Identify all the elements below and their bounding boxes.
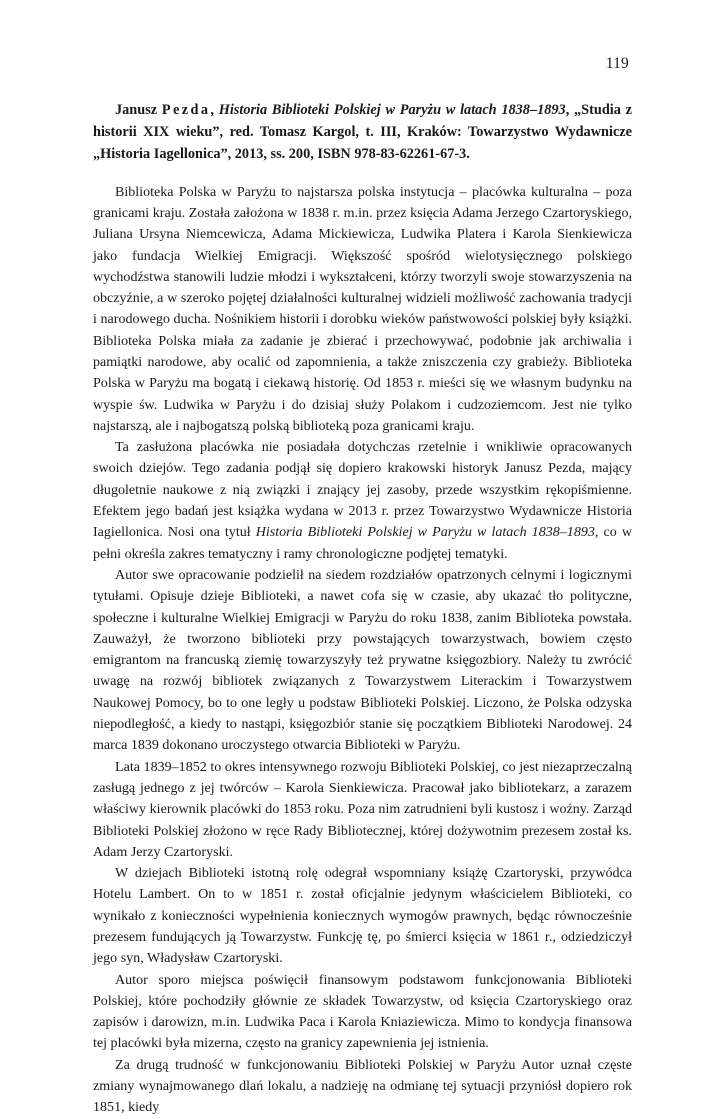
- review-author-last-name: Pezda: [161, 102, 211, 118]
- review-bibliographic-header: [93, 99, 632, 166]
- body-paragraph-1: Biblioteka Polska w Paryżu to najstarsza polska instytucja – placówka kulturalna – poza granicami kraju. Została założona w 1838 r. m.in. przez księcia Adama Jerzego Czartoryskiego, Juliana Ursyna Niemcewicza, Adama Mickiewicza, Ludwika Platera i Karola Sienkiewicza jako fundacja Wielkiej Emigracji. Większość spośród wielotysięcznego polskiego wychodźstwa stanowili ludzie młodzi i wykształceni, którzy tworzyli swoje stowarzyszenia na obczyźnie, a w szeroko pojętej działalności kulturalnej widzieli możliwość zachowania tradycji i narodowego ducha. Nośnikiem historii i dorobku wieków państwowości polskiej były książki. Biblioteka Polska miała za zadanie je zbierać i przechowywać, podobnie jak archiwalia i pamiątki narodowe, aby ocalić od zapomnienia, a także zniszczenia czy grabieży. Biblioteka Polska w Paryżu ma bogatą i ciekawą historię. Od 1853 r. mieści się we własnym budynku na wyspie św. Ludwika w Paryżu i do dzisiaj służy Polakom i cudzoziemcom. Jest nie tylko najstarszą, ale i najbogatszą polską biblioteką poza granicami kraju.: [93, 183, 632, 434]
- body-paragraph-2: [93, 437, 632, 565]
- paragraph-2-text-before: Ta zasłużona placówka nie posiadała dotychczas rzetelnie i wnikliwie opracowanych swoich dziejów. Tego zadania podjął się dopiero krakowski historyk Janusz Pezda, mający długoletnie naukowe z nią związki i znający jej zasoby, przede wszystkim rękopiśmienne. Efektem jego badań jest książka wydana w 2013 r. przez Towarzystwo Wydawnicze Historia Iagiellonica. Nosi ona tytuł: [93, 439, 632, 541]
- body-paragraph-4: Lata 1839–1852 to okres intensywnego rozwoju Biblioteki Polskiej, co jest niezaprzeczalną zasługą jednego z jej twórców – Karola Sienkiewicza. Pracował jako bibliotekarz, a zarazem właściwy kierownik placówki do 1853 roku. Poza nim zatrudnieni byli kustosz i woźny. Zarząd Biblioteki Polskiej złożono w ręce Rady Bibliotecznej, której dożywotnim prezesem został ks. Adam Jerzy Czartoryski.: [93, 758, 632, 860]
- page-number: 119: [605, 55, 629, 72]
- review-author-first-name: Janusz: [115, 102, 158, 118]
- body-paragraph-3: Autor swe opracowanie podzielił na siedem rozdziałów opatrzonych celnymi i logicznymi tytułami. Opisuje dzieje Biblioteki, a nawet cofa się w czasie, aby ukazać tło polityczne, społeczne i kulturalne Wielkiej Emigracji w Paryżu do roku 1838, zanim Biblioteka powstała. Zauważył, że tworzono biblioteki przy powstających towarzystwach, bowiem często emigrantom na francuską ziemię towarzyszyły też prywatne księgozbiory. Należy tu zwrócić uwagę na rozwój bibliotek związanych z Towarzystwem Literackim i Towarzystwem Naukowej Pomocy, bo to one legły u podstaw Biblioteki Polskiej. Liczono, że Polska odzyska niepodległość, a kiedy to nastąpi, księgozbiór stanie się początkiem Biblioteki Narodowej. 24 marca 1839 dokonano uroczystego otwarcia Biblioteki w Paryżu.: [93, 566, 632, 754]
- body-paragraph-7: Za drugą trudność w funkcjonowaniu Biblioteki Polskiej w Paryżu Autor uznał częste zmiany wynajmowanego dlań lokalu, a nadzieję na odmianę tej sytuacji przyniósł dopiero rok 1851, kiedy: [93, 1056, 632, 1116]
- review-publication-details: , „Studia z historii XIX wieku”, red. Tomasz Kargol, t. III, Kraków: Towarzystwo Wydawnicze „Historia Iagellonica”, 2013, ss. 200, ISBN 978-83-62261-67-3.: [93, 102, 632, 163]
- review-book-title: Historia Biblioteki Polskiej w Paryżu w latach 1838–1893: [218, 102, 566, 118]
- body-paragraph-5: W dziejach Biblioteki istotną rolę odegrał wspomniany książę Czartoryski, przywódca Hotelu Lambert. On to w 1851 r. został oficjalnie jedynym właścicielem Biblioteki, co wynikało z konieczności wypełnienia koniecznych wymogów prawnych, będąc równocześnie prezesem fundujących ją Towarzystw. Funkcję tę, po śmierci księcia w 1861 r., odziedziczył jego syn, Władysław Czartoryski.: [93, 865, 632, 967]
- paragraph-2-text-after: co w pełni określa zakres tematyczny i ramy chronologiczne podjętej tematyki.: [93, 524, 632, 562]
- review-article: [93, 99, 632, 1119]
- paragraph-2-book-title: Historia Biblioteki Polskiej w Paryżu w latach 1838–1893,: [255, 524, 599, 541]
- body-paragraph-6: Autor sporo miejsca poświęcił finansowym podstawom funkcjonowania Biblioteki Polskiej, które pochodziły głównie ze składek Towarzystw, od księcia Czartoryskiego oraz zapisów i darowizn, m.in. Ludwika Paca i Karola Kniaziewicza. Mimo to kondycja finansowa tej placówki była mizerna, często na granicy zapewnienia jej istnienia.: [93, 971, 632, 1052]
- review-separator: ,: [210, 102, 219, 118]
